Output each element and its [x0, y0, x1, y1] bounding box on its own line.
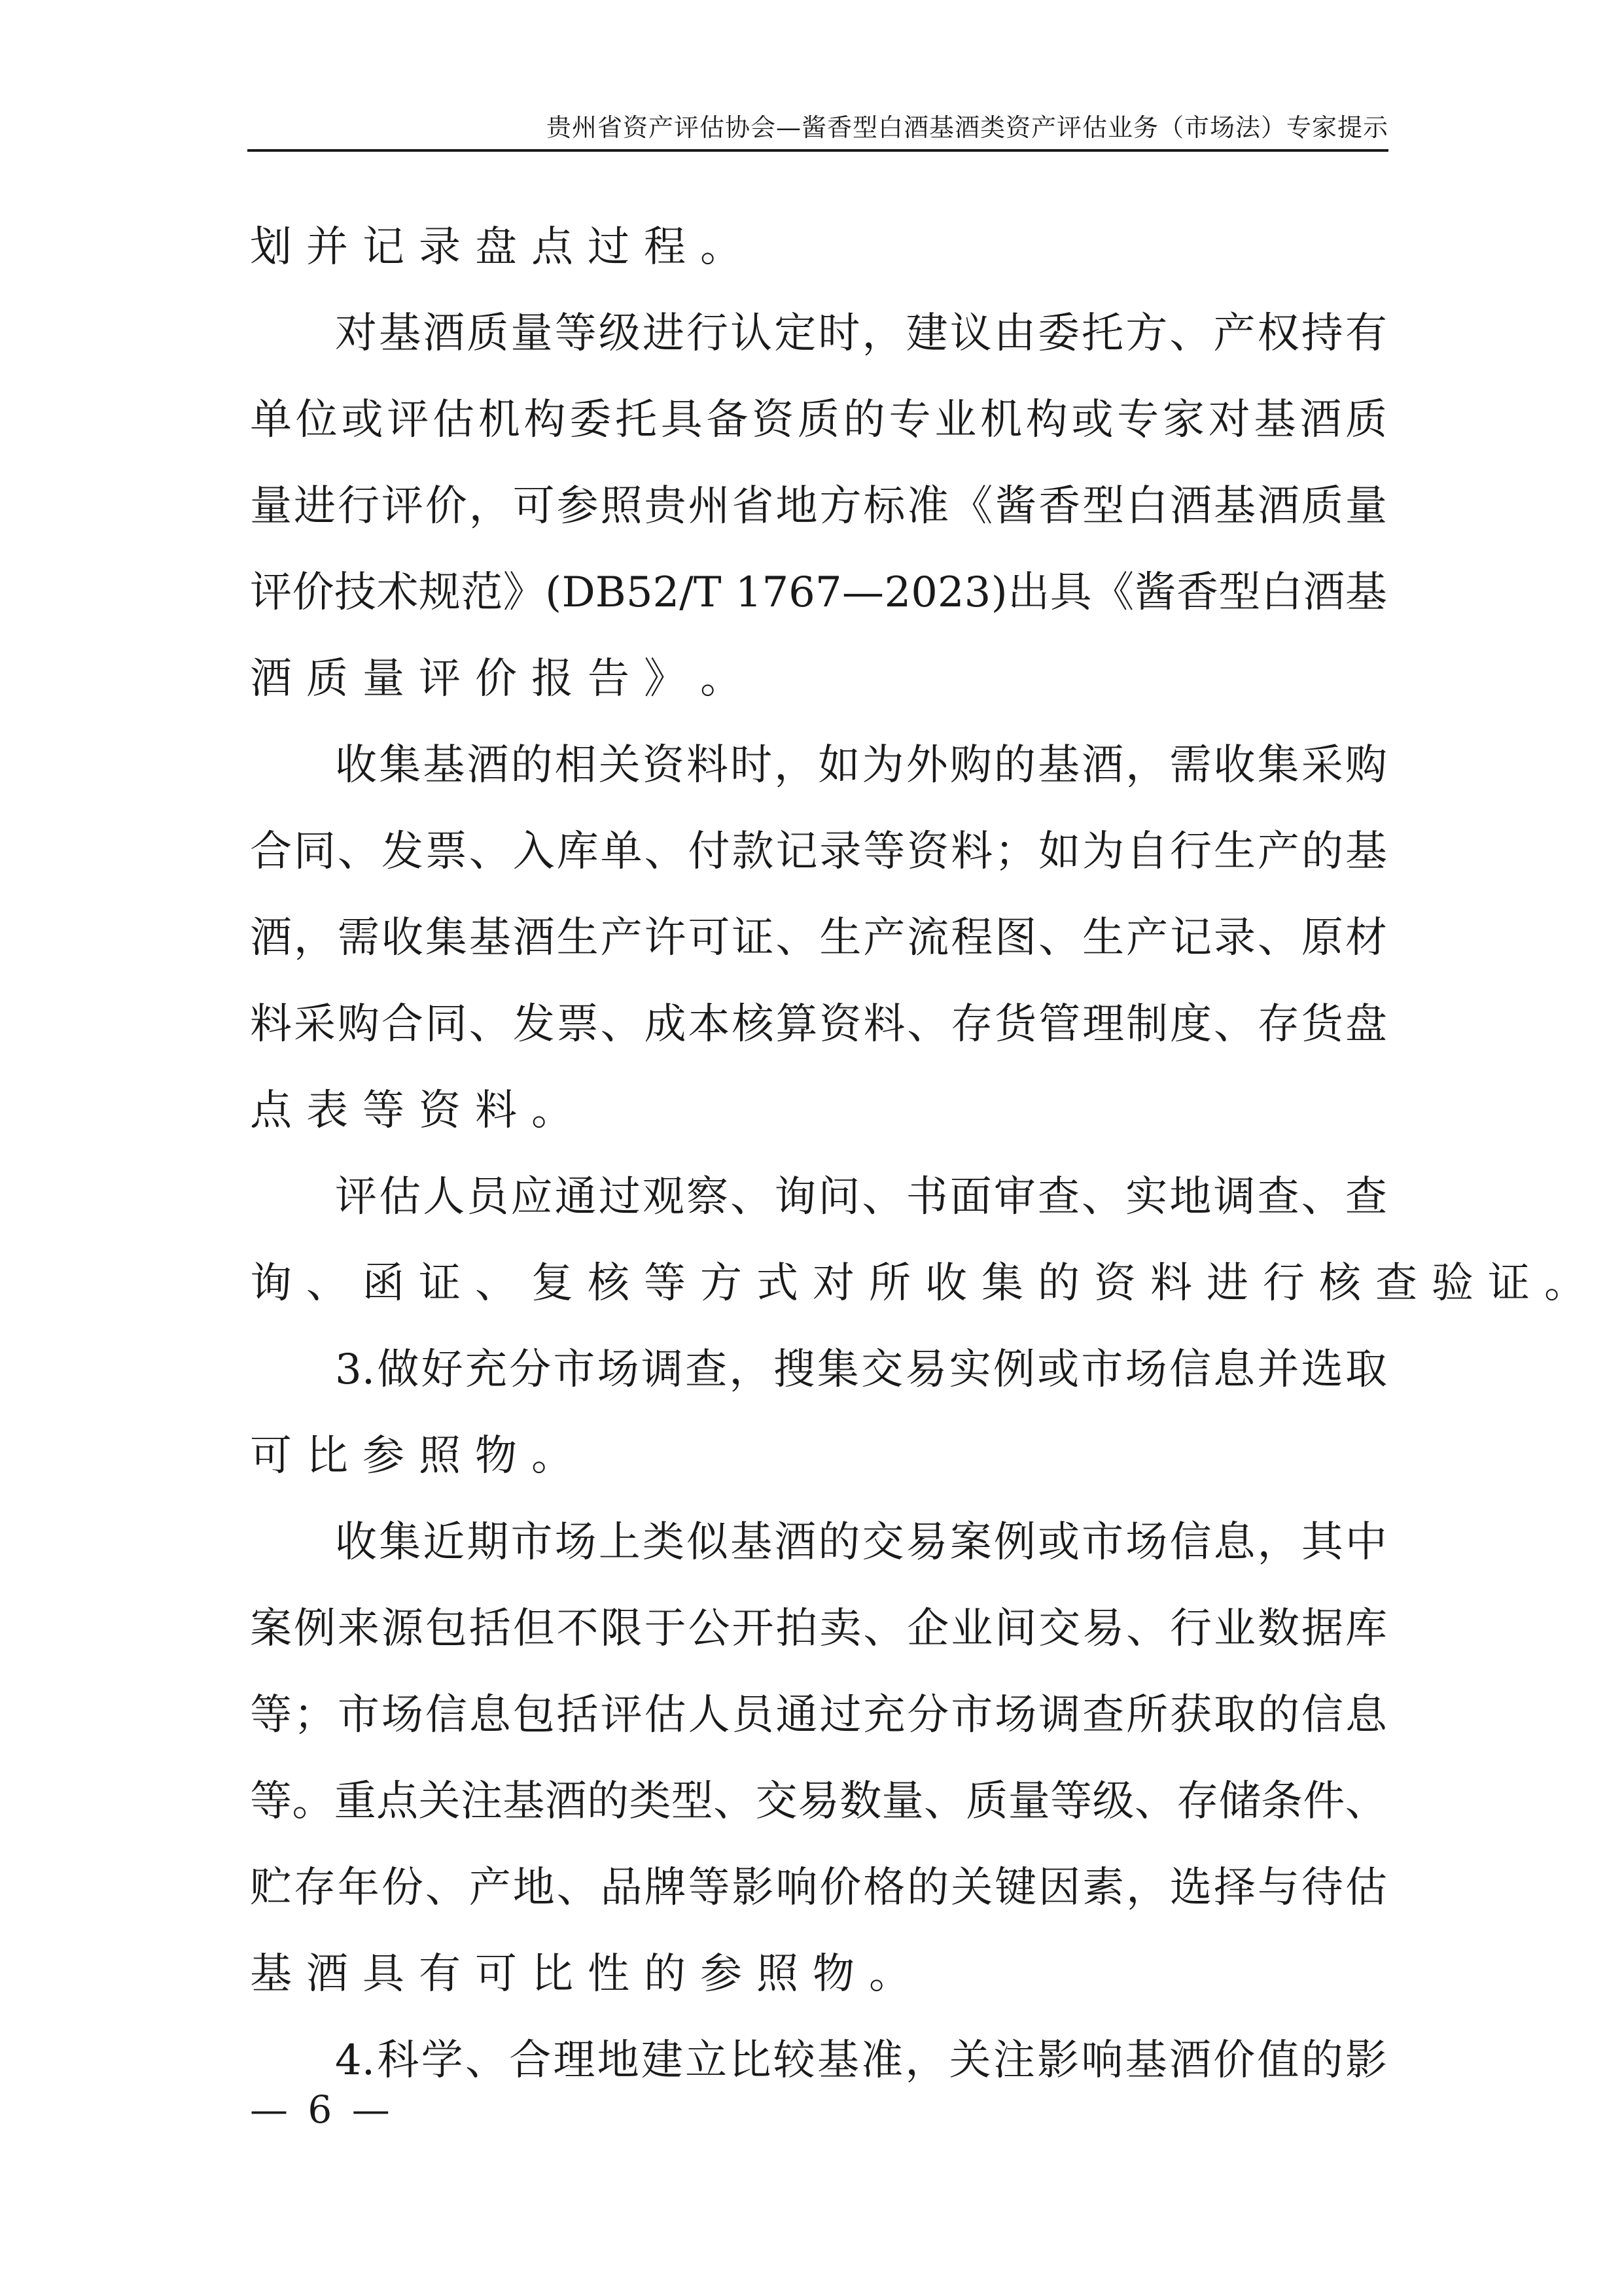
text-line: 询 、 函 证 、 复 核 等 方 式 对 所 收 集 的 资 料 进 行 核 查 验 证 。 [250, 1259, 1586, 1308]
text-line: 4. 科 学 、 合 理 地 建 立 比 较 基 准 ， 关 注 影 响 基 酒 价 值 的 影 [335, 2036, 1387, 2085]
text-line: 等 ； 市 场 信 息 包 括 评 估 人 员 通 过 充 分 市 场 调 查 所 获 取 的 信 息 [250, 1691, 1387, 1739]
text-line: 3. 做 好 充 分 市 场 调 查 ， 搜 集 交 易 实 例 或 市 场 信 息 并 选 取 [335, 1346, 1387, 1394]
text-line: 量 进 行 评 价 ， 可 参 照 贵 州 省 地 方 标 准 《 酱 香 型 白 酒 基 酒 质 量 [250, 482, 1387, 531]
text-line: 料 采 购 合 同 、 发 票 、 成 本 核 算 资 料 、 存 货 管 理 制 度 、 存 货 盘 [250, 1000, 1387, 1049]
text-line: 收 集 近 期 市 场 上 类 似 基 酒 的 交 易 案 例 或 市 场 信 息 ， 其 中 [335, 1518, 1387, 1567]
text-line: 酒 质 量 评 价 报 告 》 。 [250, 655, 742, 703]
text-line: 对 基 酒 质 量 等 级 进 行 认 定 时 ， 建 议 由 委 托 方 、 产 权 持 有 [335, 309, 1387, 358]
header-divider [247, 149, 1388, 152]
text-line: 基 酒 具 有 可 比 性 的 参 照 物 。 [250, 1950, 911, 1998]
text-line: 划 并 记 录 盘 点 过 程 。 [250, 223, 742, 271]
text-line: 酒 ， 需 收 集 基 酒 生 产 许 可 证 、 生 产 流 程 图 、 生 产 记 录 、 原 材 [250, 914, 1387, 962]
text-line: 点 表 等 资 料 。 [250, 1087, 573, 1135]
text-line: 可 比 参 照 物 。 [250, 1432, 573, 1480]
text-line: 合 同 、 发 票 、 入 库 单 、 付 款 记 录 等 资 料 ； 如 为 自 行 生 产 的 基 [250, 827, 1387, 876]
text-line: 单 位 或 评 估 机 构 委 托 具 备 资 质 的 专 业 机 构 或 专 家 对 基 酒 质 [250, 396, 1387, 444]
text-line: 收 集 基 酒 的 相 关 资 料 时 ， 如 为 外 购 的 基 酒 ， 需 收 集 采 购 [335, 741, 1387, 790]
text-line: 案 例 来 源 包 括 但 不 限 于 公 开 拍 卖 、 企 业 间 交 易 、 行 业 数 据 库 [250, 1605, 1387, 1653]
page-number: — 6 — [250, 2087, 394, 2132]
body-text [250, 204, 1586, 2104]
text-line: 评 估 人 员 应 通 过 观 察 、 询 问 、 书 面 审 查 、 实 地 调 查 、 查 [335, 1173, 1387, 1221]
text-line: 等 。 重 点 关 注 基 酒 的 类 型 、 交 易 数 量 、 质 量 等 级 、 存 储 条 件 、 [250, 1777, 1387, 1826]
text-line: 贮 存 年 份 、 产 地 、 品 牌 等 影 响 价 格 的 关 键 因 素 ， 选 择 与 待 估 [250, 1864, 1387, 1912]
running-header: 贵州省资产评估协会—酱香型白酒基酒类资产评估业务（市场法）专家提示 [546, 113, 1388, 142]
text-line: 评 价 技 术 规 范 》 ( DB52/T 1767 — 2023 ) 出 具 《 酱 香 型 白 酒 基 [250, 568, 1387, 617]
